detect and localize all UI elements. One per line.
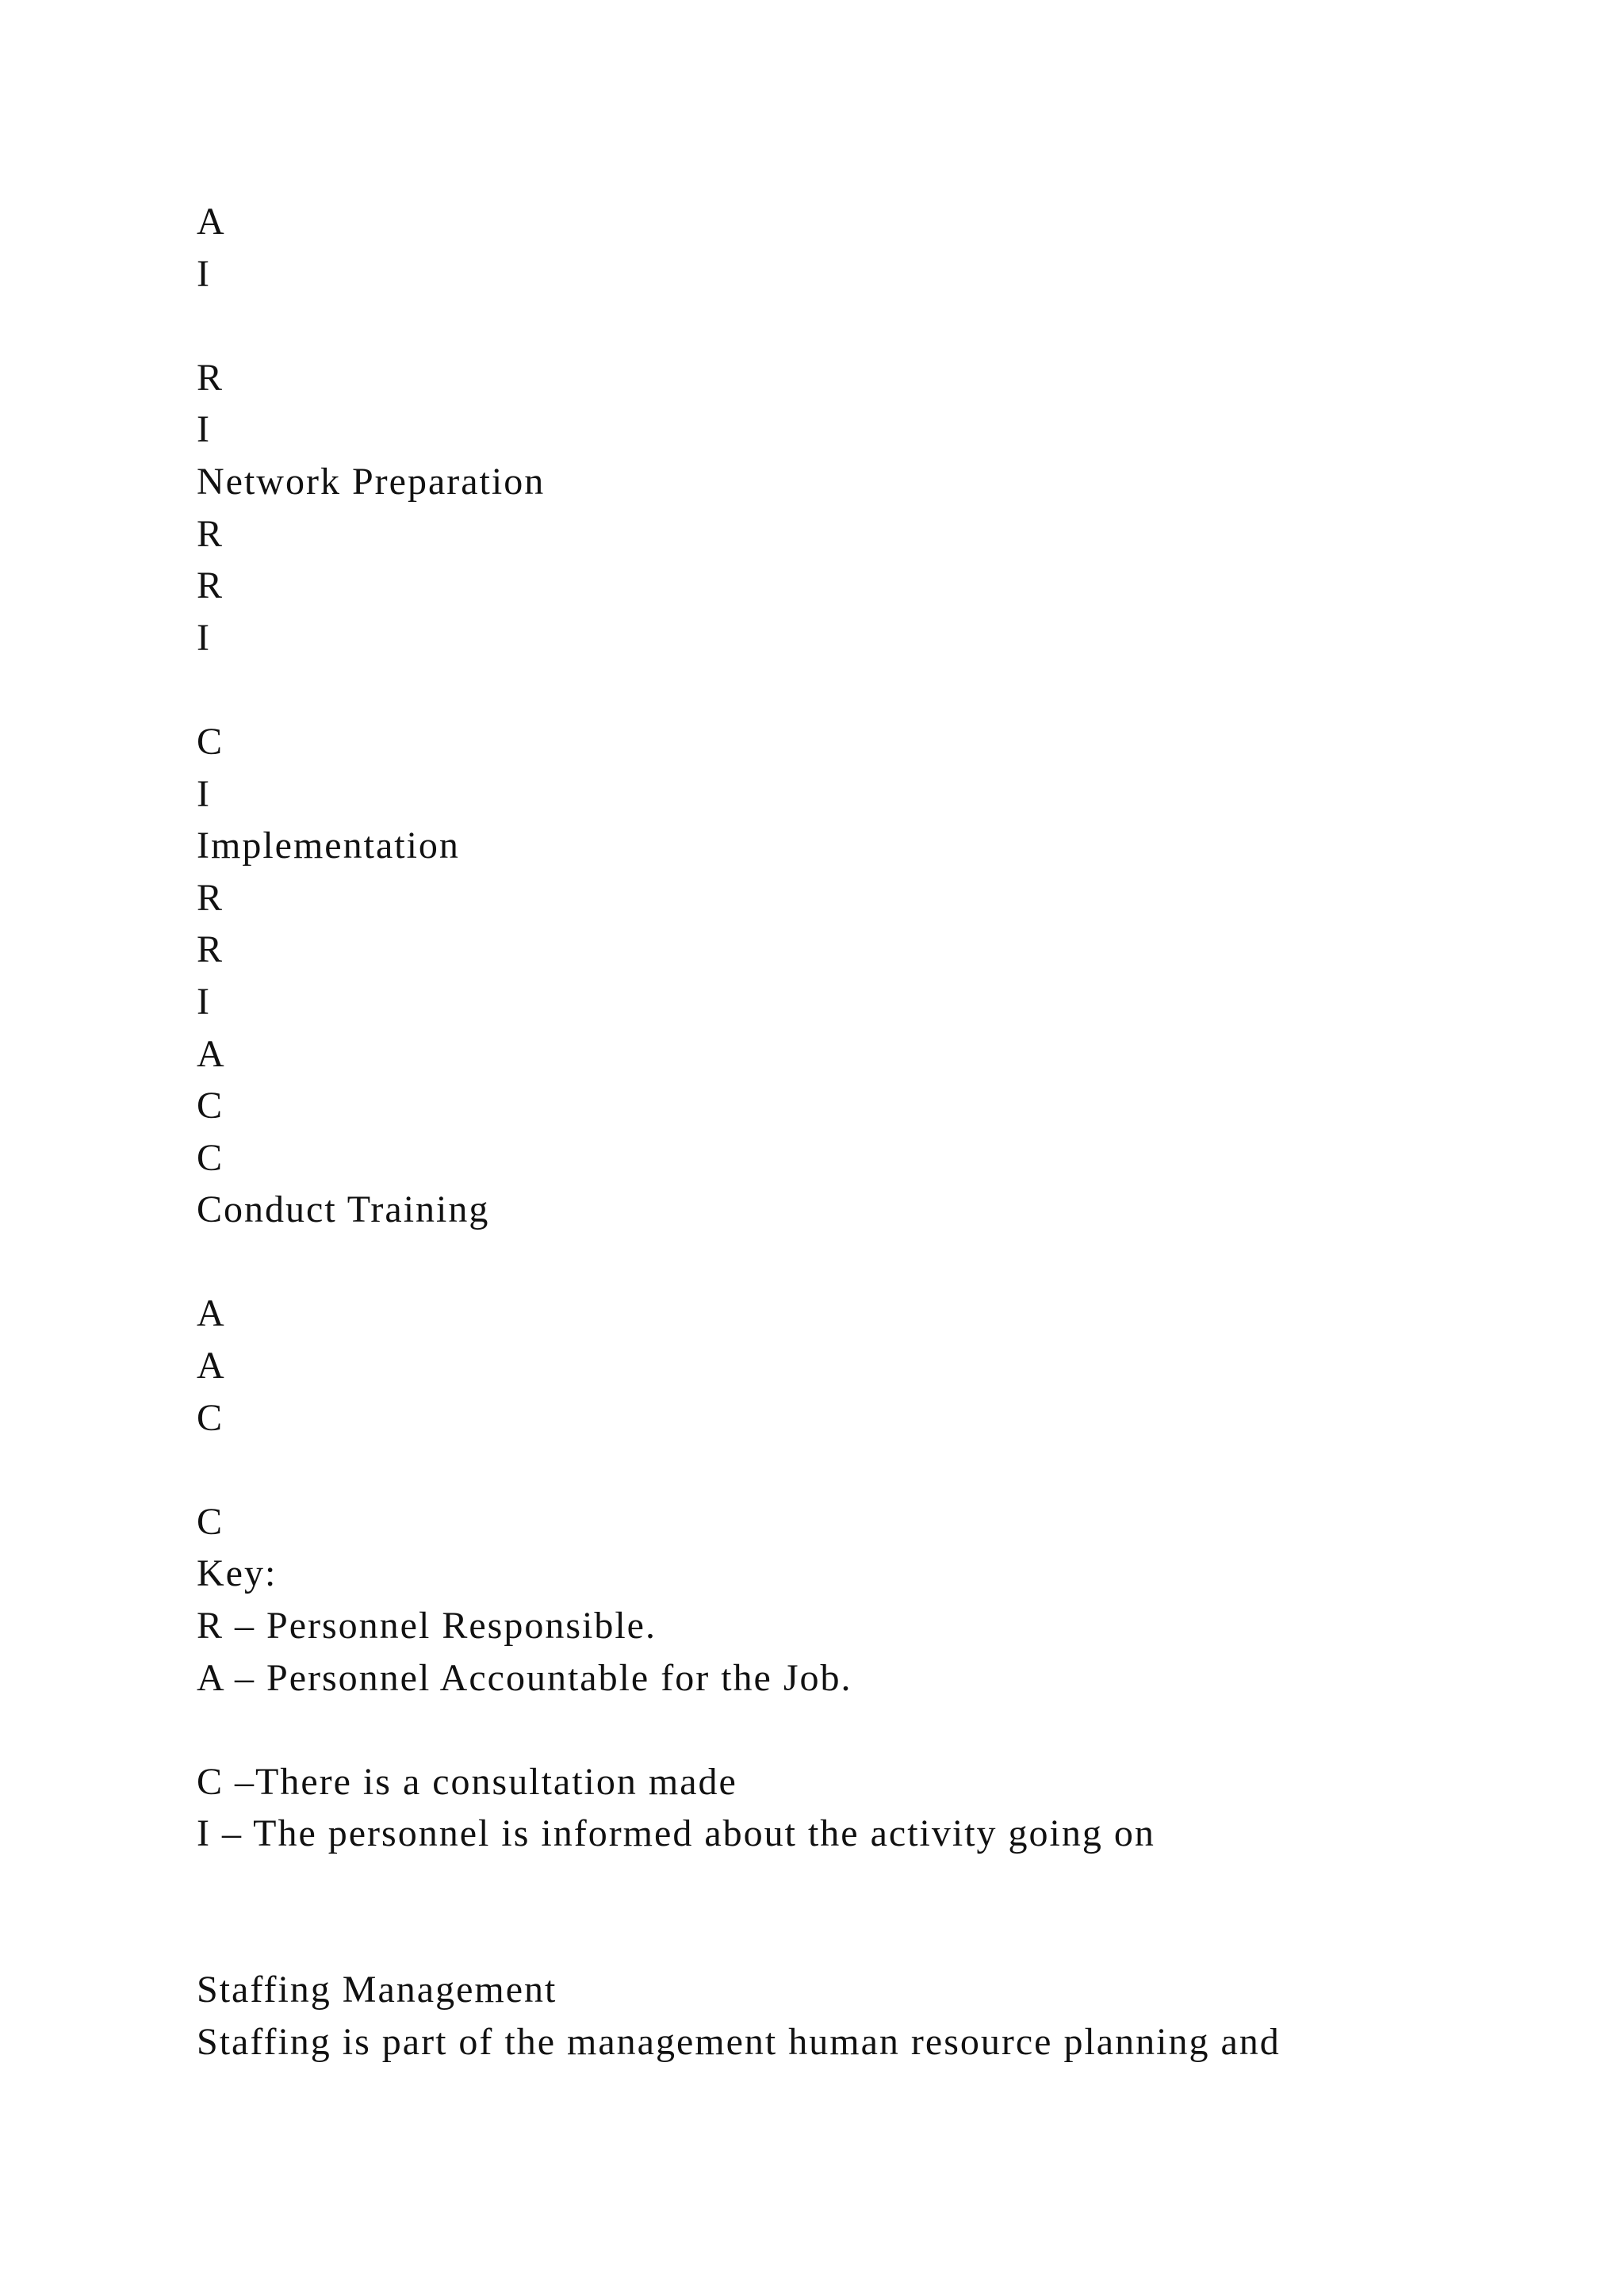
key-entry-a: A – Personnel Accountable for the Job. bbox=[197, 1656, 852, 1699]
activity-name: Conduct Training bbox=[197, 1188, 490, 1231]
key-entry-c: C –There is a consultation made bbox=[197, 1760, 737, 1803]
raci-code-line: R bbox=[197, 356, 224, 399]
raci-code-line: A bbox=[197, 1292, 226, 1335]
raci-code-line: R bbox=[197, 564, 224, 607]
blank-line bbox=[197, 1912, 1545, 1965]
raci-code-line: C bbox=[197, 1136, 224, 1179]
key-heading: Key: bbox=[197, 1552, 278, 1595]
document-body bbox=[197, 196, 1545, 2068]
raci-code-line: I bbox=[197, 408, 211, 451]
raci-code-line: C bbox=[197, 1396, 224, 1439]
paragraph-text: Staffing is part of the management human resource planning and bbox=[197, 2020, 1281, 2063]
section-heading: Staffing Management bbox=[197, 1969, 557, 2011]
raci-code-line: I bbox=[197, 772, 211, 815]
raci-code-line: I bbox=[197, 252, 211, 295]
key-entry-r: R – Personnel Responsible. bbox=[197, 1605, 657, 1647]
raci-code-line: R bbox=[197, 928, 224, 971]
raci-code-line: A bbox=[197, 1032, 226, 1075]
blank-line bbox=[197, 1236, 1545, 1288]
blank-line bbox=[197, 1860, 1545, 1912]
raci-code-line: A bbox=[197, 1345, 226, 1387]
raci-code-line: C bbox=[197, 1085, 224, 1127]
raci-code-line: C bbox=[197, 720, 224, 763]
blank-line bbox=[197, 1444, 1545, 1496]
activity-name: Network Preparation bbox=[197, 460, 546, 503]
blank-line bbox=[197, 1704, 1545, 1756]
blank-line bbox=[197, 664, 1545, 716]
raci-code-line: I bbox=[197, 980, 211, 1023]
raci-code-line: I bbox=[197, 616, 211, 659]
activity-name: Implementation bbox=[197, 825, 460, 867]
raci-code-line: R bbox=[197, 876, 224, 919]
key-entry-i: I – The personnel is informed about the activity going on bbox=[197, 1812, 1155, 1855]
blank-line bbox=[197, 300, 1545, 352]
raci-code-line: R bbox=[197, 512, 224, 555]
raci-code-line: C bbox=[197, 1500, 224, 1543]
raci-code-line: A bbox=[197, 201, 226, 243]
